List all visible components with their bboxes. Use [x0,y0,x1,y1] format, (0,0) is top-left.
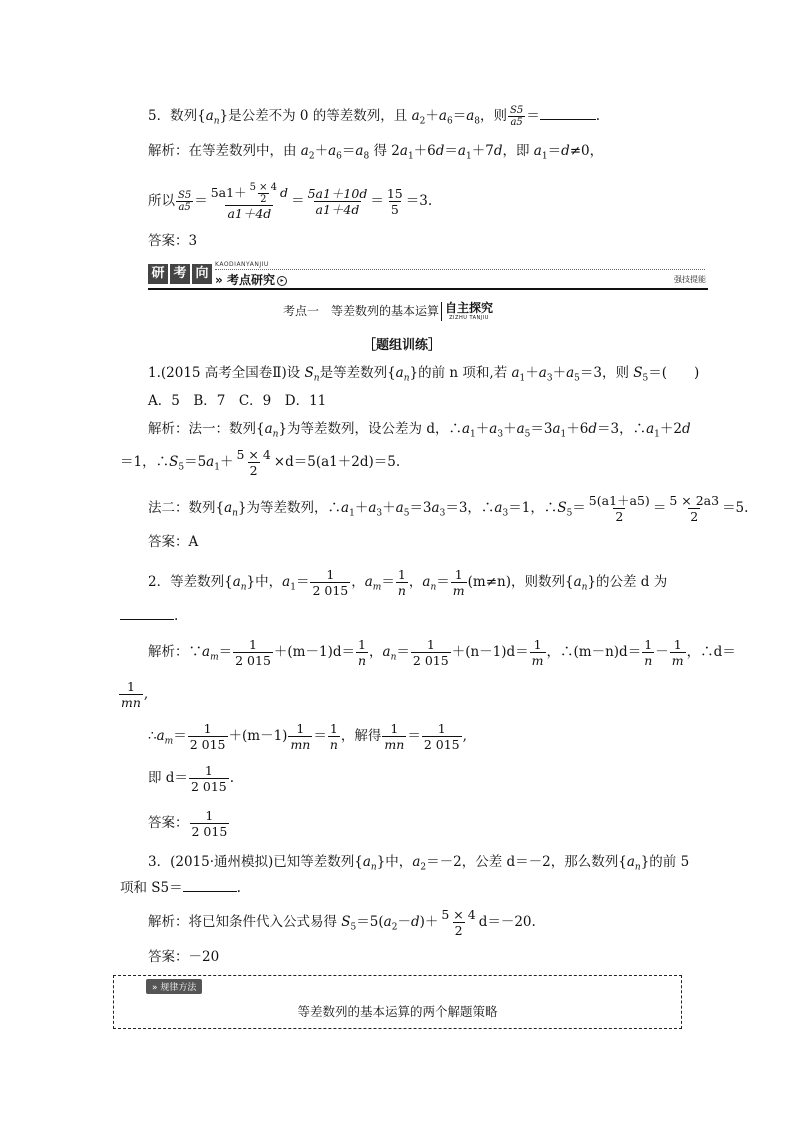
q5-answer: 答案：3 [148,233,198,249]
method-tag: » 规律方法 [146,979,202,994]
p1-stem: 1.(2015 高考全国卷Ⅱ)设 $S_n$是等差数列$\{a_n\}$的前 n 项和,若 $a_1+a_3+a_5=3$，则 $S_5=$( ) [148,365,700,384]
p2-solution-line3: 即 d＝ $\frac{1}{2 015}$ . [148,763,235,794]
header-title: » 考点研究 ▸ [215,271,287,288]
p2-solution-line2: $\therefore a_m=$ $\frac{1}{2 015}$ ＋(m－1) $\frac{1}{mn}$ ＝ $\frac{1}{n}$ ，解得 $\frac{1}{mn}$ ＝ $\frac{1}{2 015}$ , [148,721,467,752]
section-header [148,262,708,290]
arrow-circle-icon: ▸ [277,276,287,286]
p2-solution-line1b: $\frac{1}{mn}$ , [121,679,149,710]
q5-stem: 5．数列$\{a_n\}$是公差不为 0 的等差数列，且 $a_2+a_6=a_8$，则 $\frac{S5}{a5}$ ＝ . [148,105,601,128]
p3-stem-cont: 项和 S5＝ . [120,877,241,898]
q5-solution-line2: 所以 $\frac{S5}{a5}$ ＝ 5a1＋ $\frac{5 \times 4}{2}$ d a1＋4d ＝ $\frac{5a1+10d}{a1+4d}$ ＝ $\frac{15}{5}$ ＝3. [148,182,433,221]
header-pinyin: KAODIANYANJIU [215,261,269,268]
p3-stem: 3．(2015·通州模拟)已知等差数列$\{a_n\}$中，$a_2=-2$，公差 d＝－2，那么数列$\{a_n\}$的前 5 [148,854,690,873]
p2-stem: 2．等差数列$\{a_n\}$中，$a_1=$ $\frac{1}{2 015}$ ，$a_m=$ $\frac{1}{n}$ ，$a_n=$ $\frac{1}{m}$ (m≠n)，则数列$\{a_n\}$的公差 d 为 [148,567,668,598]
p1-answer: 答案：A [148,534,199,550]
answer-blank [183,877,237,892]
p1-solution-line3: 法二：数列$\{a_n\}$为等差数列，$\therefore a_1+a_3+a_5=3a_3=3$，$\therefore a_3=1$，$\therefore S_5=$ $\frac{5(a1+a5)}{2}$ ＝ $\frac{5 \times 2a3}{2}$ ＝5. [148,493,749,524]
p3-solution: 解析：将已知条件代入公式易得 $S_5=5(a_2-d)+$ $\frac{5 \times 4}{2}$ d＝－20. [148,907,536,938]
kaodian-title: 考点一 等差数列的基本运算 自主探究 ZIZHU TANJIU [283,301,494,321]
header-tile: 研 [148,264,168,284]
answer-blank [120,605,174,620]
header-tile: 考 [170,264,190,284]
p1-solution-line2: ＝1，$\therefore S_5=5a_1+$ $\frac{5 \times 4}{2}$ ×d＝5(a1＋2d)＝5. [120,447,401,478]
self-explore-badge: 自主探究 ZIZHU TANJIU [441,302,493,321]
q5-solution-line1: 解析：在等差数列中，由 $a_2+a_6=a_8$ 得 $2a_1+6d=a_1+7d$，即 $a_1=d\ne 0$， [148,143,604,162]
p1-options: A．5 B．7 C．9 D．11 [148,393,327,409]
header-right-label: 强技提能 [674,275,706,284]
header-tile: 向 [192,264,212,284]
answer-blank [540,105,596,120]
group-training-label: ［题组训练］ [363,338,442,353]
method-box [113,975,682,1029]
p2-blank-line: . [120,605,178,626]
p2-answer: 答案： $\frac{1}{2 015}$ [148,808,228,839]
method-title: 等差数列的基本运算的两个解题策略 [297,1004,498,1019]
header-divider [215,269,705,270]
p3-answer: 答案：－20 [148,949,220,965]
p2-solution-line1: 解析：$\because a_m=$ $\frac{1}{2 015}$ ＋(m－1)d＝ $\frac{1}{n}$ ，$a_n=$ $\frac{1}{2 015}$ ＋(n－1)d＝ $\frac{1}{m}$ ，∴(m－n)d＝ $\frac{1}{n}$ － $\frac{1}{m}$ ，∴d＝ [148,637,736,668]
p1-solution-line1: 解析：法一：数列$\{a_n\}$为等差数列，设公差为 d，$\therefore a_1+a_3+a_5=3a_1+6d=3$，$\therefore a_1+2d$ [148,421,691,440]
